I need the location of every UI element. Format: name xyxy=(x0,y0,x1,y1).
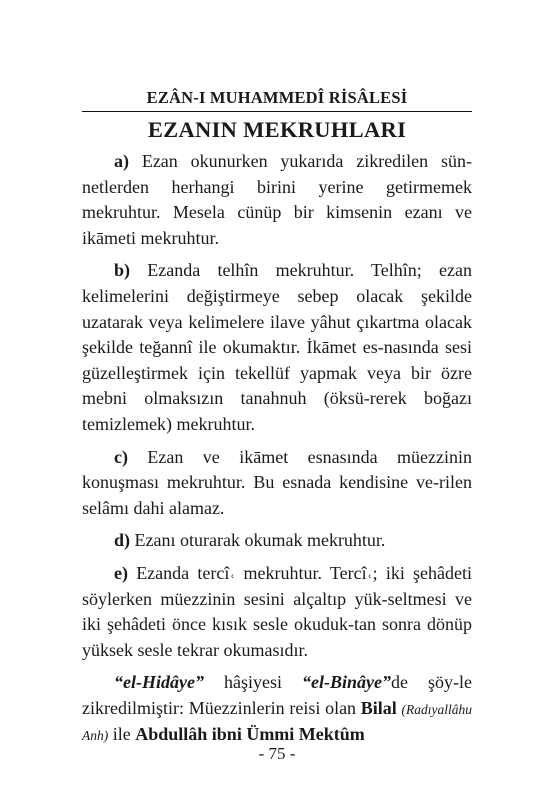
book-title-hidaye: “el-Hidâye” xyxy=(114,672,204,693)
paragraph-b xyxy=(82,258,472,437)
item-label: e) xyxy=(114,562,128,583)
paragraph-text: ile xyxy=(108,724,136,745)
body-text xyxy=(82,149,472,756)
honorific: (Radıyallâhu Anh) xyxy=(82,701,473,744)
header-rule xyxy=(82,111,472,112)
paragraph-d xyxy=(82,528,472,554)
paragraph-text: Ezan okunurken yukarıda zikredilen sün-netlerden herhangi birini yerine getirmemek mekruhtur. Mesela cünüp bir kimsenin ezanı ve ikāmeti mekruhtur. xyxy=(82,151,472,248)
paragraph-text: hâşiyesi xyxy=(203,672,303,693)
section-title: EZANIN MEKRUHLARI xyxy=(147,117,407,142)
paragraph-text: Ezan ve ikāmet esnasında müezzinin konuşması mekruhtur. Bu esnada kendisine ve-rilen selâmı dahi alamaz. xyxy=(82,446,472,518)
page-number: - 75 - xyxy=(258,744,296,763)
book-title-binaye: “el-Binâye” xyxy=(302,672,391,693)
running-title: EZÂN-I MUHAMMEDÎ RİSÂLESİ xyxy=(146,88,408,107)
paragraph-c xyxy=(82,445,472,522)
person-name-abdullah: Abdullâh ibni Ümmi Mektûm xyxy=(135,724,365,745)
paragraph-text: Ezanı oturarak okumak mekruhtur. xyxy=(130,530,386,551)
item-label: d) xyxy=(114,530,131,551)
paragraph-text: Ezanda tercî˓ mekruhtur. Tercî˓; iki şehâdeti söylerken müezzinin sesini alçaltıp yük-seltmesi ve iki şehâdeti önce kısık sesle okuduk-tan sonra dönüp yüksek sesle tekrar okumasıdır. xyxy=(82,562,472,660)
paragraph-text: de şöy-le zikredilmiştir: Müezzinlerin reisi olan xyxy=(82,672,472,718)
item-label: a) xyxy=(114,151,129,171)
paragraph-a xyxy=(82,149,472,251)
paragraph-e xyxy=(82,561,472,663)
item-label: b) xyxy=(114,260,131,281)
paragraph-text: Ezanda telhîn mekruhtur. Telhîn; ezan kelimelerini değiştirmeye sebep olacak şekilde uzatarak veya kelimelere ilave yâhut çıkartma olacak şekilde teğannî ile okumaktır. İkāmet es-nasında sesi güzelleştirmek için tekellüf yapmak veya bir özre mebni olmaksızın tanahnuh (öksü-rerek boğazı temizlemek) mekruhtur. xyxy=(82,260,472,434)
person-name-bilal: Bilal xyxy=(360,697,397,718)
paragraph-f xyxy=(82,670,472,749)
item-label: c) xyxy=(114,446,128,467)
